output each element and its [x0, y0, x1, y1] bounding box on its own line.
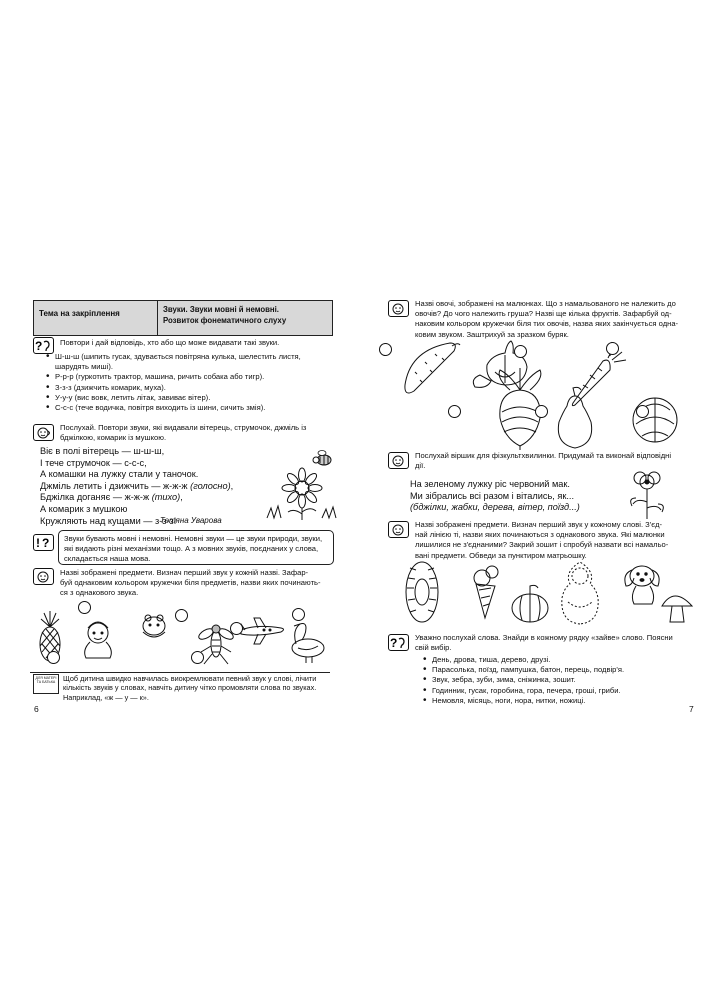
task7-line2: свій вибір.: [415, 643, 452, 653]
right-page: [360, 0, 720, 1000]
footer-text: [63, 674, 335, 702]
topic-title-line1: Звуки. Звуки мовні й немовні.: [163, 305, 279, 314]
task6-line2: най лінією ті, назви яких починаються з однакового звука. Які малюнки: [415, 530, 665, 540]
poem-line: Кружляють над кущами — з-з-з!: [40, 515, 177, 526]
listening-face-icon: [388, 452, 409, 469]
list-item: • Звук, зебра, зуби, зима, сніжинка, зошит.: [423, 675, 698, 685]
attention-icon: [33, 534, 54, 551]
vegetables-pictures: [380, 340, 700, 450]
parents-footer: [30, 672, 330, 673]
footer-line3: Наприклад, «ж — у — к».: [63, 692, 149, 702]
task6-pictures: [400, 556, 700, 628]
note-line3: складається наша мова.: [64, 554, 151, 564]
task2-line2: бджілкою, комарик із мушкою.: [60, 433, 167, 443]
color-circle[interactable]: [636, 405, 649, 418]
task6-text: [415, 520, 700, 561]
poppy-picture: [622, 468, 672, 520]
svg-text:?: ?: [42, 536, 50, 550]
task7-list: [423, 655, 698, 706]
puppy-picture: [625, 566, 659, 604]
poem-line: Бджілка доганяє — ж-ж-ж (тихо),: [40, 492, 183, 503]
note-line2: які видають різні механізми тощо. А з мовних звуків, поєднаних у слова,: [64, 544, 319, 554]
task4-line4: ковим звуком. Заштрихуй за зразком буряк.: [415, 329, 569, 339]
list-item: • Годинник, гусак, горобина, гора, печера, гроші, гриби.: [423, 686, 698, 696]
poem-line: Джміль летить і дзижчить — ж-ж-ж (голосно),: [40, 480, 234, 491]
color-circle[interactable]: [230, 622, 243, 635]
listening-face-icon: [388, 521, 409, 538]
listening-face-icon: [33, 568, 54, 585]
tire-picture: [406, 562, 438, 622]
task4-line2: овочів? До чого належить груша? Назві ще кілька фруктів. Зафарбуй од-: [415, 309, 672, 319]
topic-title-line2: Розвиток фонематичного слуху: [163, 316, 287, 325]
pumpkin-picture: [512, 585, 548, 622]
task2-text: [60, 423, 340, 443]
list-item: • У-у-у (вис вовк, летить літак, завиває вітер).: [46, 393, 336, 403]
matryoshka-picture: [562, 562, 598, 624]
list-item: • Р-р-р (гуркотить трактор, машина, ричить собака або тигр).: [46, 372, 336, 382]
poem-author: Тетяна Уварова: [160, 516, 222, 525]
task6-line4: вані предмети. Обведи за пунктиром матрьошку.: [415, 550, 587, 560]
task3-line1: Назві зображені предмети. Визнач перший звук у кожній назві. Зафар-: [60, 568, 309, 577]
page-number-right: 7: [689, 704, 694, 714]
poem-line: Ми зібрались всі разом і вітались, як...: [410, 490, 575, 501]
pear-picture: [558, 387, 591, 448]
girl-picture: [85, 622, 112, 658]
color-circle[interactable]: [606, 342, 619, 355]
mushroom-picture: [662, 596, 692, 622]
question-ear-icon: [388, 634, 409, 651]
color-circle[interactable]: [448, 405, 461, 418]
hamster-picture: [143, 615, 165, 637]
color-circle[interactable]: [535, 405, 548, 418]
task7-line1: Уважно послухай слова. Знайди в кожному рядку «зайве» слово. Поясни: [415, 633, 673, 642]
parents-badge-icon: ДЛЯ МАТЕРІ ТА БАТЬКА: [33, 674, 59, 694]
topic-title: [158, 301, 332, 335]
color-circle[interactable]: [175, 609, 188, 622]
page-number-left: 6: [34, 704, 39, 714]
task4-text: [415, 299, 700, 340]
task6-line3: лишилися не з'єднаними? Закрий зошит і спробуй назвати всі намальо-: [415, 540, 669, 550]
color-circle[interactable]: [292, 608, 305, 621]
svg-text:?: ?: [35, 339, 43, 353]
list-item: • День, дрова, тиша, дерево, друзі.: [423, 655, 698, 665]
poem-line: І тече струмочок — с-с-с,: [40, 457, 147, 468]
color-circle[interactable]: [514, 345, 527, 358]
task6-line1: Назві зображені предмети. Визнач перший звук у кожному слові. З'єд-: [415, 520, 663, 529]
list-item: • Немовля, місяць, ноги, нора, нитки, ножиці.: [423, 696, 698, 706]
task5-line1: Послухай віршик для фізкультхвилинки. Придумай та виконай відповідні: [415, 451, 672, 460]
task3-line2: буй однаковим кольором кружечки біля предметів, назви яких починають-: [60, 578, 321, 588]
color-circle[interactable]: [379, 343, 392, 356]
list-item: • Парасолька, поїзд, пампушка, батон, перець, подвір'я.: [423, 665, 698, 675]
cucumber-picture: [405, 343, 460, 393]
poem-line: На зеленому лужку ріс червоний мак.: [410, 479, 570, 489]
airplane-picture: [237, 618, 284, 644]
task3-line3: ся з однакового звука.: [60, 588, 139, 598]
task1-text: Повтори і дай відповідь, хто або що може видавати такі звуки.: [60, 338, 280, 347]
task3-text: [60, 568, 340, 599]
task7-text: [415, 633, 700, 653]
listening-face-icon: [388, 300, 409, 317]
ice-cream-picture: [474, 566, 498, 618]
poem-quiet: (тихо): [151, 492, 181, 503]
poem-line: (бджілки, жабки, дерева, вітер, поїзд...): [410, 502, 580, 513]
task5-line2: дії.: [415, 461, 426, 471]
note-box: [58, 530, 334, 565]
topic-label: Тема на закріплення: [34, 301, 158, 335]
color-circle[interactable]: [47, 651, 60, 664]
goose-picture: [292, 624, 324, 664]
task4-line3: наковим кольором кружечки біля тих овочів, назва яких закінчується одна-: [415, 319, 679, 329]
task2-line1: Послухай. Повтори звуки, які видавали вітерець, струмочок, джміль із: [60, 423, 307, 432]
list-item: • Ш-ш-ш (шипить гусак, здувається повітряна кулька, шелестить листя, шарудять миші).: [46, 352, 336, 372]
poem-line: Віє в полі вітерець — ш-ш-ш,: [40, 446, 165, 456]
poem-line: А комарик з мушкою: [40, 503, 128, 514]
footer-line2: кількість звуків у словах, навчіть дитину чітко промовляти слова по звуках.: [63, 683, 317, 693]
flower-bee-illustration: [262, 450, 342, 520]
poem-loud: (голосно): [190, 480, 231, 491]
topic-table: [33, 300, 333, 336]
listening-face-icon: [33, 424, 54, 441]
color-circle[interactable]: [78, 601, 91, 614]
note-line1: Звуки бувають мовні і немовні. Немовні звуки — це звуки природи, звуки,: [64, 534, 323, 543]
list-item: • С-с-с (тече водичка, повітря виходить із шини, сичить змія).: [46, 403, 336, 413]
svg-text:?: ?: [390, 636, 398, 650]
list-item: • З-з-з (дзижчить комарик, муха).: [46, 383, 336, 393]
svg-text:!: !: [36, 536, 40, 550]
poem: [40, 446, 280, 527]
poem-line: А комашки на лужку стали у таночок.: [40, 469, 199, 480]
footer-line1: Щоб дитина швидко навчилась виокремлювати певний звук у слові, лічити: [63, 674, 317, 683]
color-circle[interactable]: [191, 651, 204, 664]
task4-line1: Назві овочі, зображені на малюнках. Що з намальованого не належить до: [415, 299, 676, 308]
task1-list: [46, 352, 336, 413]
